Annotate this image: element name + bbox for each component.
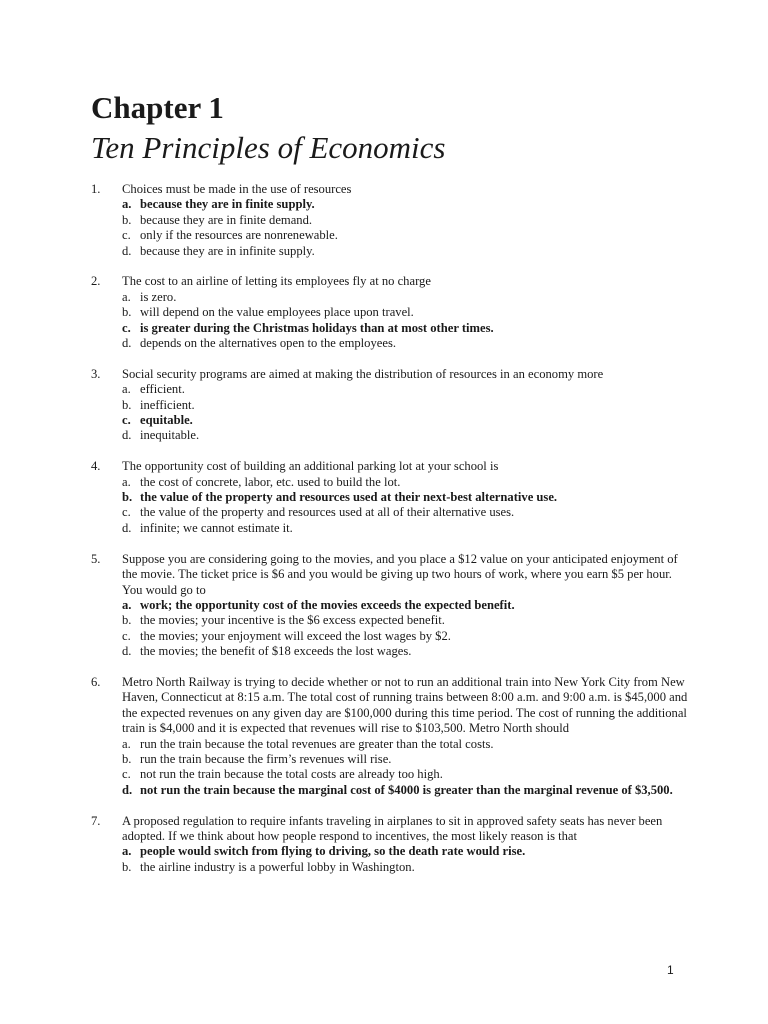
option-letter: c. — [122, 320, 131, 335]
answer-option — [122, 505, 691, 520]
option-letter: b. — [122, 490, 133, 505]
answer-option — [122, 382, 691, 397]
option-text: because they are in infinite supply. — [140, 243, 315, 258]
question-item — [91, 814, 691, 876]
option-text: the movies; the benefit of $18 exceeds the lost wages. — [140, 644, 412, 659]
option-text: not run the train because the marginal cost of $4000 is greater than the marginal revenue of $3,500. — [140, 782, 673, 797]
option-letter: a. — [122, 844, 132, 859]
option-text: the airline industry is a powerful lobby in Washington. — [140, 859, 415, 874]
option-text: equitable. — [140, 413, 193, 428]
option-letter: d. — [122, 644, 132, 659]
option-letter: c. — [122, 228, 131, 243]
answer-option-correct — [122, 598, 691, 613]
option-text: inequitable. — [140, 428, 200, 443]
answer-option — [122, 644, 691, 659]
answer-option — [122, 767, 691, 782]
answer-option-correct — [122, 783, 691, 798]
option-text: is zero. — [140, 289, 177, 304]
option-letter: d. — [122, 243, 132, 258]
question-list — [91, 182, 691, 891]
option-letter: b. — [122, 305, 132, 320]
question-item — [91, 274, 691, 351]
option-text: depends on the alternatives open to the employees. — [140, 336, 396, 351]
question-item — [91, 552, 691, 660]
option-letter: a. — [122, 382, 131, 397]
question-number: 7. — [91, 813, 101, 828]
option-letter: c. — [122, 628, 131, 643]
answer-option — [122, 860, 691, 875]
chapter-heading: Chapter 1 — [91, 90, 224, 125]
question-item — [91, 182, 691, 259]
page-number: 1 — [667, 963, 674, 977]
question-number: 1. — [91, 182, 101, 196]
answer-option — [122, 244, 691, 259]
question-text: A proposed regulation to require infants traveling in airplanes to sit in approved safety seats has never been adopted. If we think about how people respond to incentives, the most likely reason is that — [122, 813, 663, 843]
answer-option — [122, 213, 691, 228]
option-text: not run the train because the total costs are already too high. — [140, 767, 443, 782]
option-letter: d. — [122, 336, 132, 351]
option-letter: b. — [122, 751, 132, 766]
answer-option — [122, 752, 691, 767]
answer-option-correct — [122, 844, 691, 859]
question-item — [91, 675, 691, 798]
question-text: Suppose you are considering going to the movies, and you place a $12 value on your anticipated enjoyment of the movie. The ticket price is $6 and you would be giving up two hours of work, where you earn $5 per hour. You would go to — [122, 551, 678, 597]
option-letter: a. — [122, 474, 131, 489]
option-text: the value of the property and resources used at all of their alternative uses. — [140, 505, 515, 520]
answer-option — [122, 521, 691, 536]
answer-option-correct — [122, 413, 691, 428]
option-text: the cost of concrete, labor, etc. used to build the lot. — [140, 474, 401, 489]
answer-option — [122, 428, 691, 443]
answer-option — [122, 398, 691, 413]
option-letter: c. — [122, 413, 131, 428]
option-letter: d. — [122, 782, 133, 797]
option-letter: b. — [122, 859, 132, 874]
option-text: people would switch from flying to driving, so the death rate would rise. — [140, 844, 526, 859]
answer-option — [122, 336, 691, 351]
answer-option-correct — [122, 490, 691, 505]
option-letter: b. — [122, 212, 132, 227]
option-text: will depend on the value employees place upon travel. — [140, 305, 414, 320]
chapter-title: Ten Principles of Economics — [91, 130, 446, 165]
option-text: because they are in finite supply. — [140, 197, 315, 212]
option-letter: c. — [122, 505, 131, 520]
option-letter: b. — [122, 613, 132, 628]
option-text: efficient. — [140, 382, 185, 397]
option-text: is greater during the Christmas holidays than at most other times. — [140, 320, 494, 335]
option-text: run the train because the firm’s revenues will rise. — [140, 751, 392, 766]
option-text: because they are in finite demand. — [140, 212, 313, 227]
question-number: 5. — [91, 551, 101, 566]
question-number: 3. — [91, 366, 101, 381]
question-number: 2. — [91, 274, 101, 289]
question-number: 4. — [91, 459, 101, 474]
answer-option — [122, 228, 691, 243]
option-text: the movies; your incentive is the $6 excess expected benefit. — [140, 613, 445, 628]
option-letter: d. — [122, 520, 132, 535]
question-number: 6. — [91, 674, 101, 689]
option-text: the value of the property and resources used at their next-best alternative use. — [140, 490, 558, 505]
question-text: Social security programs are aimed at making the distribution of resources in an economy more — [122, 366, 604, 381]
option-text: work; the opportunity cost of the movies exceeds the expected benefit. — [140, 597, 515, 612]
option-letter: a. — [122, 736, 131, 751]
answer-option — [122, 305, 691, 320]
option-letter: a. — [122, 289, 131, 304]
answer-option-correct — [122, 197, 691, 212]
option-text: run the train because the total revenues are greater than the total costs. — [140, 736, 494, 751]
answer-option — [122, 737, 691, 752]
question-item — [91, 367, 691, 444]
option-text: inefficient. — [140, 397, 195, 412]
answer-option-correct — [122, 321, 691, 336]
option-letter: b. — [122, 397, 132, 412]
answer-option — [122, 629, 691, 644]
option-text: only if the resources are nonrenewable. — [140, 228, 338, 243]
option-text: the movies; your enjoyment will exceed the lost wages by $2. — [140, 628, 451, 643]
option-letter: a. — [122, 597, 132, 612]
answer-option — [122, 290, 691, 305]
question-text: The opportunity cost of building an additional parking lot at your school is — [122, 459, 499, 474]
option-text: infinite; we cannot estimate it. — [140, 520, 293, 535]
option-letter: c. — [122, 767, 131, 782]
question-text: Choices must be made in the use of resources — [122, 182, 352, 196]
option-letter: a. — [122, 197, 132, 212]
question-text: Metro North Railway is trying to decide whether or not to run an additional train into New York City from New Haven, Connecticut at 8:15 a.m. The total cost of running trains between 8:00 a.m. and 9:00 a.m. is $45,000 and the expected revenues on any given day are $100,000 during this time period. The cost of running the additional train is $4,000 and it is expected that revenues will rise to $103,500. Metro North should — [122, 674, 688, 736]
answer-option — [122, 475, 691, 490]
question-text: The cost to an airline of letting its employees fly at no charge — [122, 274, 431, 289]
option-letter: d. — [122, 428, 132, 443]
question-item — [91, 459, 691, 536]
answer-option — [122, 613, 691, 628]
